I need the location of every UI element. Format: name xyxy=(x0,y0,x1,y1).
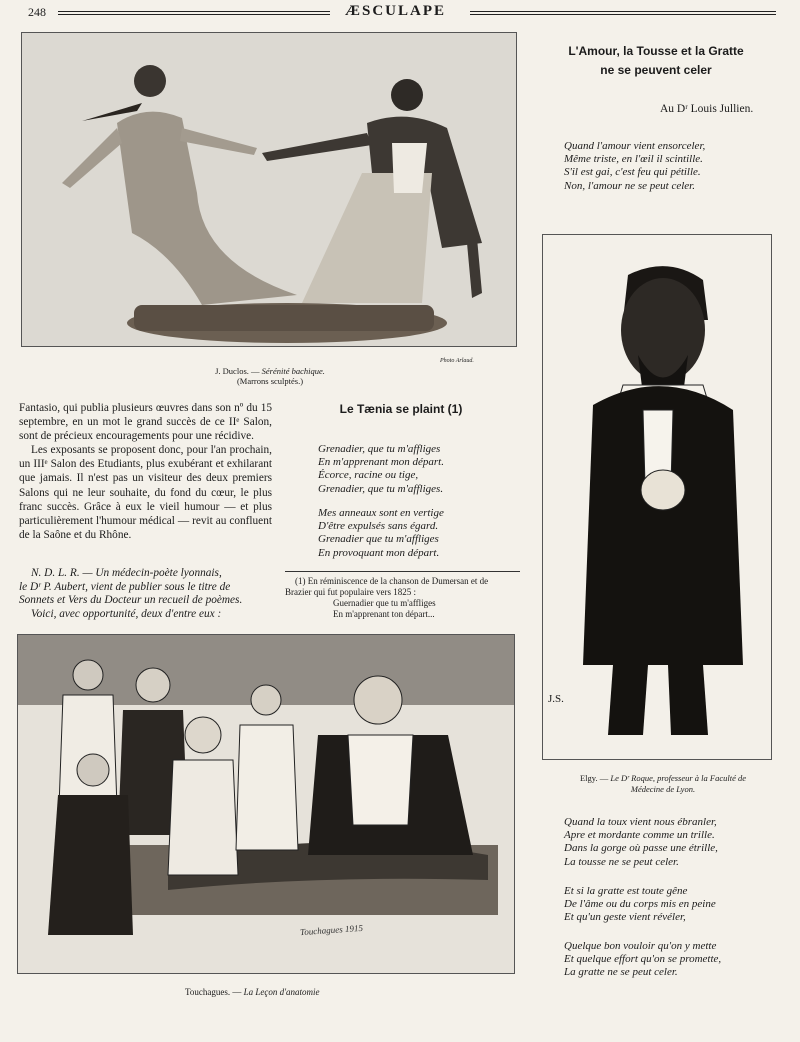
sculpture-photo xyxy=(21,32,517,347)
caricature-signature: J.S. xyxy=(548,693,564,705)
verse-line: Mes anneaux sont en vertige xyxy=(318,507,444,519)
verse-line: Dans la gorge où passe une étrille, xyxy=(564,842,718,855)
poem1-stanza1 xyxy=(318,443,444,496)
drawing-signature: Touchagues 1915 xyxy=(299,922,364,938)
editor-note xyxy=(19,567,272,621)
verse-line: Et si la gratte est toute gêne xyxy=(564,885,688,897)
figure3-caption xyxy=(548,773,778,794)
footnote-rule xyxy=(285,571,520,572)
verse-line: De l'âme ou du corps mis en peine xyxy=(564,898,716,911)
sculpture-illustration xyxy=(22,33,516,346)
verse-line: Écorce, racine ou tige, xyxy=(318,469,419,482)
poem1-stanza2 xyxy=(318,507,444,560)
verse-line: Quand la toux vient nous ébranler, xyxy=(564,816,717,828)
poem2-title-line: ne se peuvent celer xyxy=(600,63,712,77)
editor-note-line: Voici, avec opportunité, deux d'entre eux : xyxy=(31,607,222,620)
poem1-footnote xyxy=(285,576,525,620)
figure1-author: J. Duclos. — xyxy=(215,366,260,376)
footnote-line: (1) En réminiscence de la chanson de Dumersan et de xyxy=(295,576,489,586)
poem2-stanza3 xyxy=(564,885,716,925)
page-number: 248 xyxy=(28,5,46,19)
verse-line: En provoquant mon départ. xyxy=(318,546,440,559)
poem2-title-line: L'Amour, la Tousse et la Gratte xyxy=(568,44,744,58)
figure3-title-line: Le Dʳ Roque, professeur à la Faculté de xyxy=(610,773,747,783)
article-paragraph: Les exposants se proposent donc, pour l'an prochain, un IIIᵉ Salon des Etudiants, plus exubérant et exhilarant que jamais. Il n'est pas un visiteur des deux premiers Salons qui ne leur souhaite, du fond du cœur, le plus franc succès. Grâce à eux le vieil humour — et plus particulièrement l'humour médical — revit au confluent de la Saône et du Rhône. xyxy=(19,444,272,541)
verse-line: La tousse ne se peut celer. xyxy=(564,855,679,868)
figure2-title: La Leçon d'anatomie xyxy=(243,987,320,997)
poem2-stanza2 xyxy=(564,816,718,869)
verse-line: Grenadier que tu m'affliges xyxy=(318,533,439,546)
verse-line: S'il est gai, c'est feu qui pétille. xyxy=(564,166,701,179)
journal-title: ÆSCULAPE xyxy=(345,3,447,19)
poem1-title: Le Tænia se plaint (1) xyxy=(339,402,463,416)
anatomy-lesson-drawing xyxy=(17,634,515,974)
verse-line: Et qu'un geste vient révéler, xyxy=(564,911,686,924)
poem2-stanza4 xyxy=(564,940,721,980)
poem2-title xyxy=(540,42,772,80)
figure1-title: Sérénité bachique. xyxy=(261,366,325,376)
footnote-line: En m'apprenant ton départ... xyxy=(333,609,435,619)
verse-line: Non, l'amour ne se peut celer. xyxy=(564,179,695,192)
verse-line: Quand l'amour vient ensorceler, xyxy=(564,140,706,152)
verse-line: Apre et mordante comme un trille. xyxy=(564,829,715,842)
verse-line: Même triste, en l'œil il scintille. xyxy=(564,153,703,166)
figure1-caption xyxy=(150,366,390,386)
header-rule-right xyxy=(470,11,776,15)
footnote-line: Guernadier que tu m'affliges xyxy=(333,598,436,608)
caricature-illustration xyxy=(543,235,771,759)
figure3-title-line: Médecine de Lyon. xyxy=(630,783,696,794)
footnote-line: Brazier qui fut populaire vers 1825 : xyxy=(285,587,416,597)
verse-line: La gratte ne se peut celer. xyxy=(564,966,678,979)
verse-line: Grenadier, que tu m'affliges. xyxy=(318,482,444,495)
article-body xyxy=(19,401,272,542)
poem2-stanza1 xyxy=(564,140,705,193)
verse-line: Grenadier, que tu m'affliges xyxy=(318,443,441,455)
header-rule-left xyxy=(58,11,330,15)
poem2-dedication: Au Dʳ Louis Jullien. xyxy=(660,103,754,115)
verse-line: En m'apprenant mon départ. xyxy=(318,456,444,469)
verse-line: D'être expulsés sans égard. xyxy=(318,520,439,533)
figure2-author: Touchagues. — xyxy=(185,987,242,997)
figure2-caption xyxy=(185,987,320,997)
photo-credit: Photo Arlaud. xyxy=(440,358,474,364)
editor-note-line: N. D. L. R. — Un médecin-poète lyonnais, xyxy=(31,567,222,579)
verse-line: Quelque bon vouloir qu'on y mette xyxy=(564,940,717,952)
anatomy-illustration xyxy=(18,635,514,973)
editor-note-line: le Dʳ P. Aubert, vient de publier sous le titre de xyxy=(19,580,231,593)
verse-line: Et quelque effort qu'on se promette, xyxy=(564,953,722,966)
figure1-subtitle: (Marrons sculptés.) xyxy=(236,376,304,386)
caricature-drawing xyxy=(542,234,772,760)
figure3-author: Elgy. — xyxy=(579,773,609,783)
editor-note-line: Sonnets et Vers du Docteur un recueil de poèmes. xyxy=(19,594,243,606)
article-paragraph: Fantasio, qui publia plusieurs œuvres dans son nº du 15 septembre, en un mot le grand succès de ce IIᵉ Salon, sont de précieux encouragements pour une récidive. xyxy=(19,402,272,443)
